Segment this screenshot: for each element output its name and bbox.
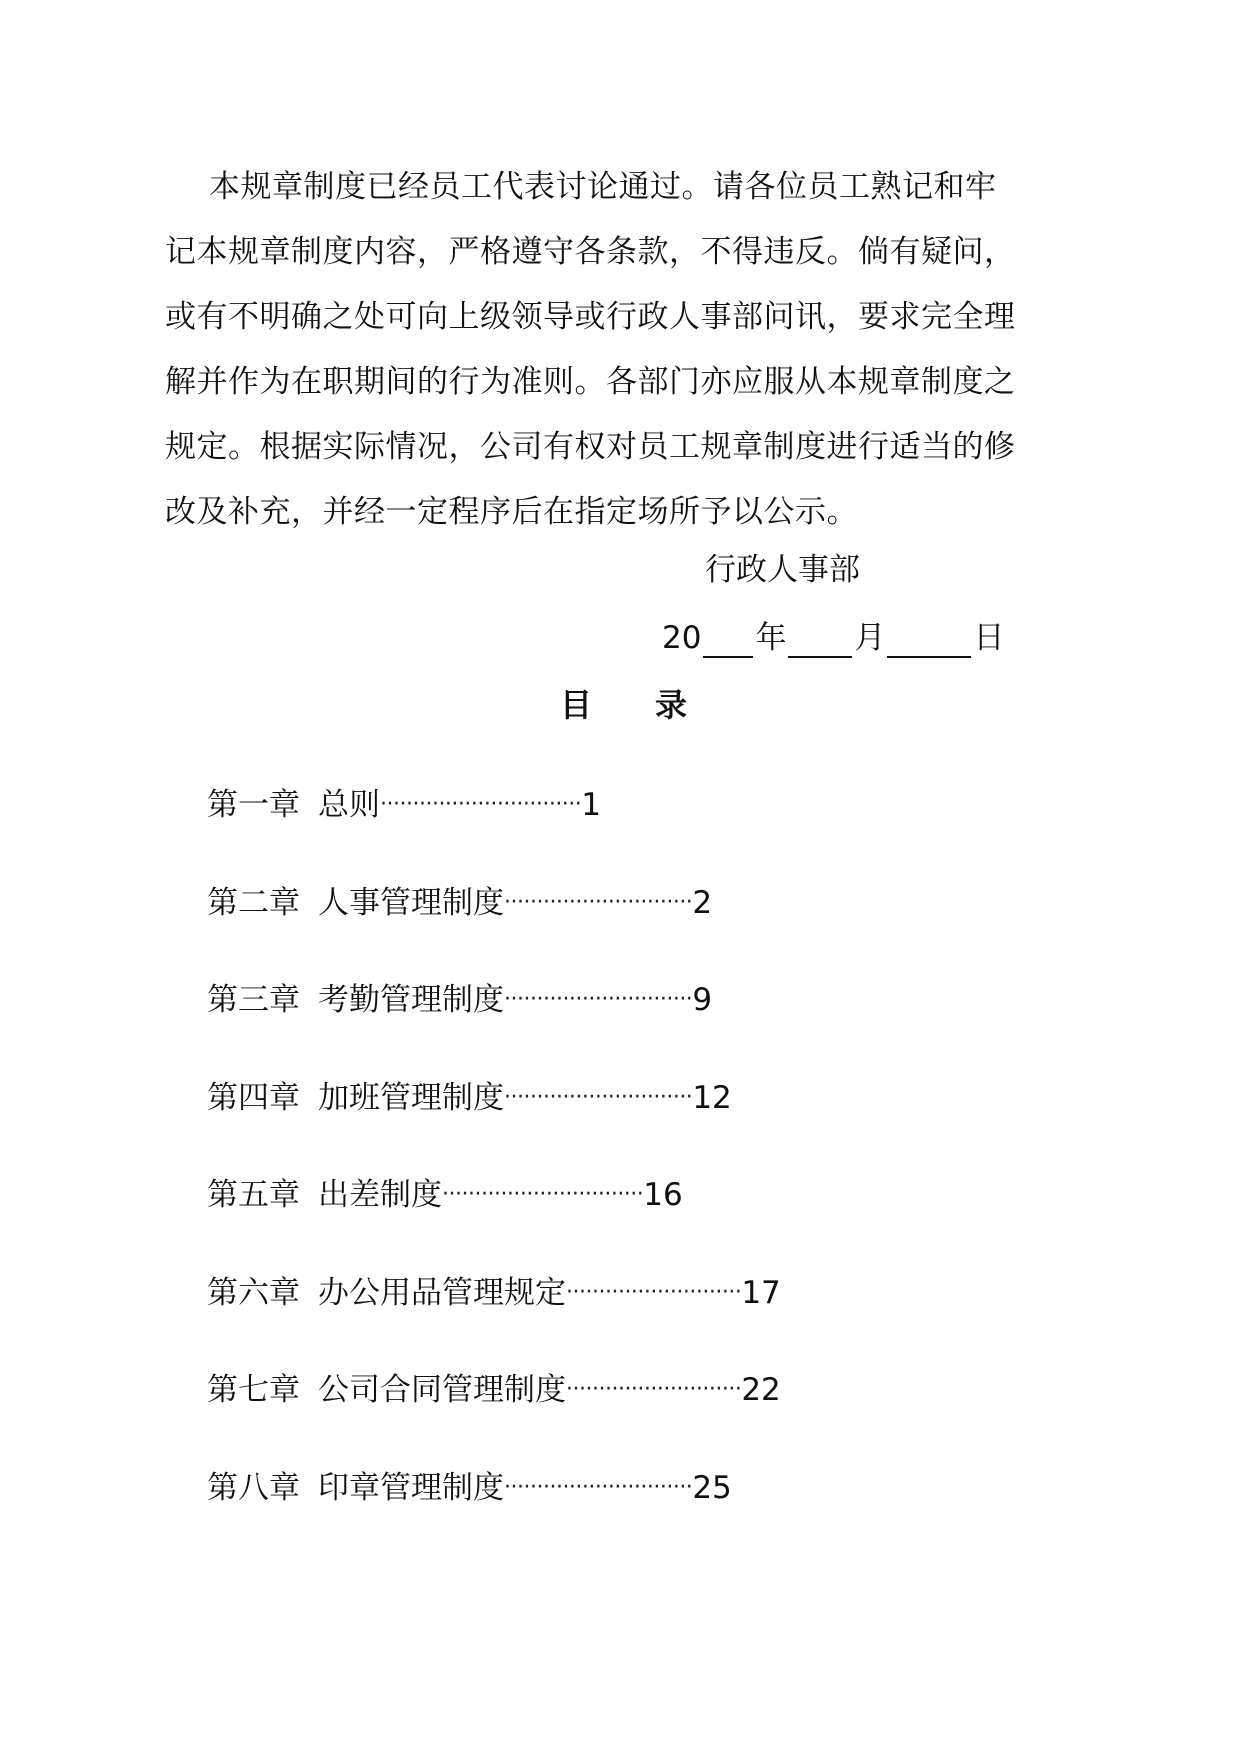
toc-entry[interactable] xyxy=(207,1370,781,1468)
toc-entry[interactable] xyxy=(207,883,781,981)
toc-leader: ····························· xyxy=(504,1084,693,1110)
toc-chapter: 第三章 xyxy=(207,982,300,1018)
toc-leader: ····························· xyxy=(504,987,693,1012)
toc-page-number: 2 xyxy=(692,884,713,921)
day-label: 日 xyxy=(973,620,1005,656)
toc-chapter: 第一章 xyxy=(207,787,300,823)
toc-leader: ··························· xyxy=(566,1377,742,1402)
toc-entry[interactable] xyxy=(207,980,781,1078)
toc-page-number: 16 xyxy=(643,1177,683,1213)
toc-leader: ······························· xyxy=(442,1182,644,1207)
toc-chapter: 第五章 xyxy=(207,1177,300,1213)
toc-leader: ····························· xyxy=(504,889,693,915)
intro-line: 记本规章制度内容，严格遵守各条款，不得违反。倘有疑问， xyxy=(165,234,1016,270)
signature-department: 行政人事部 xyxy=(705,552,860,588)
toc-leader: ··························· xyxy=(566,1279,742,1305)
intro-line: 规定。根据实际情况，公司有权对员工规章制度进行适当的修 xyxy=(165,429,1016,465)
month-label: 月 xyxy=(854,620,886,656)
toc-chapter: 第七章 xyxy=(207,1372,300,1408)
toc-page-number: 12 xyxy=(692,1079,732,1116)
toc-page-number: 22 xyxy=(741,1372,781,1408)
toc-title-left: 目 xyxy=(560,686,594,724)
toc-chapter: 第八章 xyxy=(207,1469,300,1506)
toc-page-number: 25 xyxy=(692,1469,732,1506)
intro-line: 或有不明确之处可向上级领导或行政人事部问讯，要求完全理 xyxy=(165,299,1016,335)
toc-entry[interactable] xyxy=(207,1078,781,1176)
signature-date xyxy=(662,618,1004,658)
toc-leader: ······························· xyxy=(380,792,582,817)
table-of-contents xyxy=(207,785,781,1565)
year-blank xyxy=(703,626,753,658)
intro-line: 本规章制度已经员工代表讨论通过。请各位员工熟记和牢 xyxy=(209,169,997,205)
month-blank xyxy=(788,626,852,658)
toc-entry-title: 总则 xyxy=(318,787,380,823)
toc-entry-title: 加班管理制度 xyxy=(318,1079,504,1116)
toc-leader: ····························· xyxy=(504,1474,693,1500)
intro-line: 改及补充，并经一定程序后在指定场所予以公示。 xyxy=(165,494,858,530)
day-blank xyxy=(887,626,971,658)
toc-entry-title: 人事管理制度 xyxy=(318,884,504,921)
year-label: 年 xyxy=(755,620,787,656)
toc-entry-title: 印章管理制度 xyxy=(318,1469,504,1506)
toc-title xyxy=(560,685,688,725)
toc-title-right: 录 xyxy=(655,686,689,724)
toc-entry[interactable] xyxy=(207,1468,781,1566)
toc-entry-title: 办公用品管理规定 xyxy=(318,1274,566,1311)
toc-entry-title: 出差制度 xyxy=(318,1177,442,1213)
toc-entry-title: 考勤管理制度 xyxy=(318,982,504,1018)
intro-paragraph xyxy=(165,155,1057,545)
toc-chapter: 第六章 xyxy=(207,1274,300,1311)
toc-entry-title: 公司合同管理制度 xyxy=(318,1372,566,1408)
toc-entry[interactable] xyxy=(207,1175,781,1273)
toc-entry[interactable] xyxy=(207,1273,781,1371)
date-prefix: 20 xyxy=(662,620,702,656)
toc-chapter: 第二章 xyxy=(207,884,300,921)
toc-entry[interactable] xyxy=(207,785,781,883)
toc-page-number: 1 xyxy=(581,787,602,823)
toc-page-number: 17 xyxy=(741,1274,781,1311)
intro-line: 解并作为在职期间的行为准则。各部门亦应服从本规章制度之 xyxy=(165,364,1016,400)
toc-page-number: 9 xyxy=(692,982,713,1018)
toc-chapter: 第四章 xyxy=(207,1079,300,1116)
